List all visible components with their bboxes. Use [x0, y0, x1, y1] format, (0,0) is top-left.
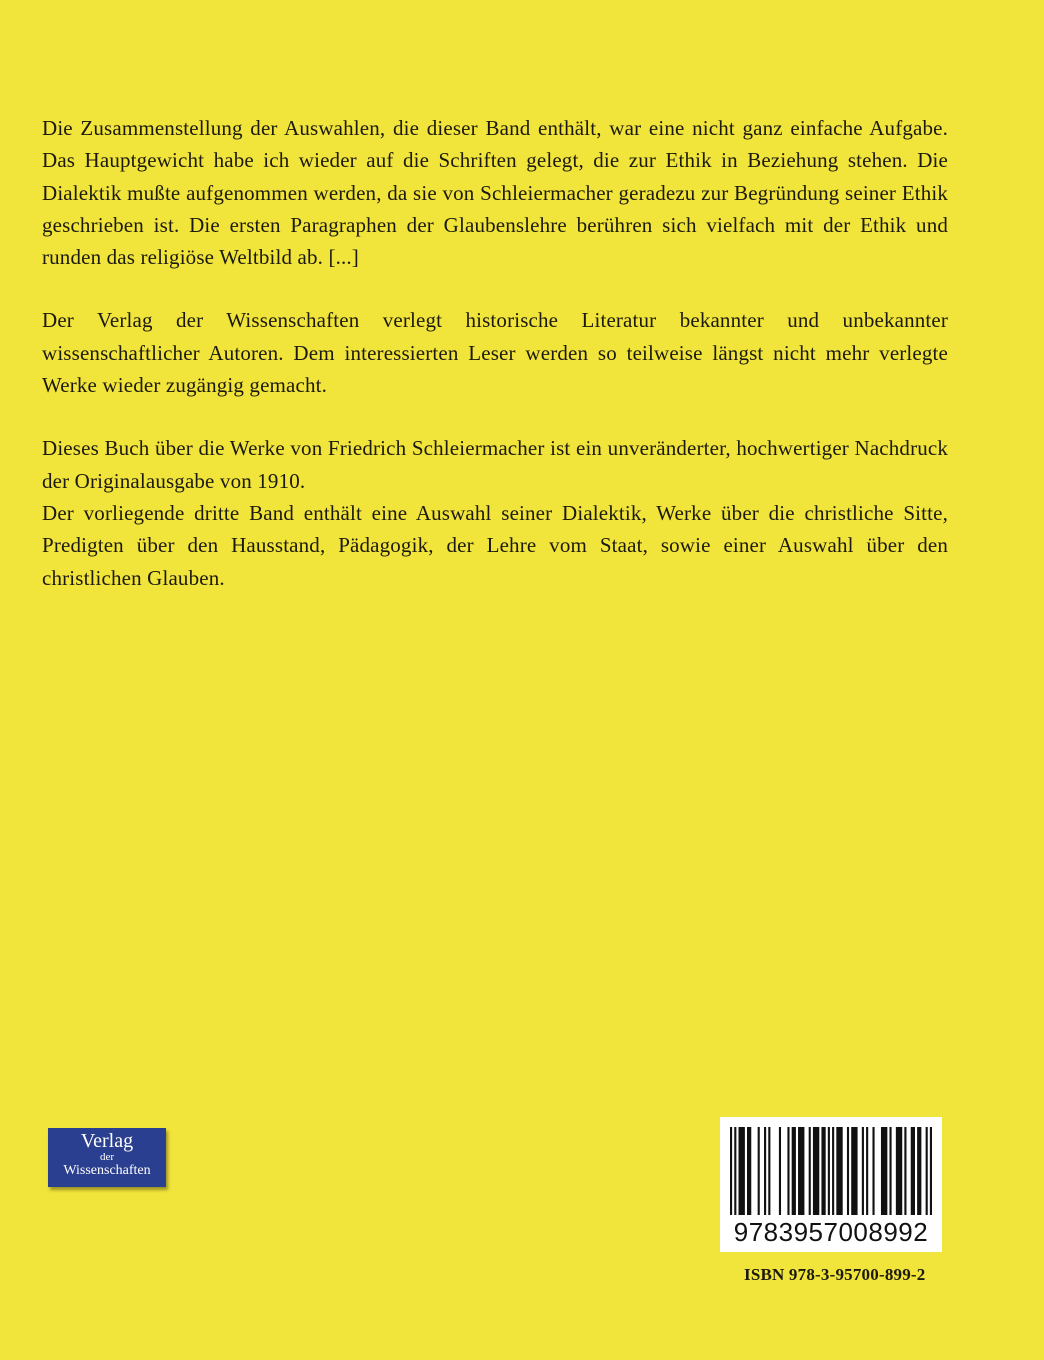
- barcode-bar: [758, 1127, 760, 1215]
- barcode-bar: [798, 1127, 804, 1215]
- barcode-bar: [926, 1127, 928, 1215]
- barcode-bar: [787, 1127, 789, 1215]
- barcode-bar: [821, 1127, 825, 1215]
- blurb-paragraph-2: Der Verlag der Wissenschaften verlegt historische Literatur bekannter und unbekannter wissenschaftlicher Autoren. Dem interessierten Leser werden so teilweise längst nicht mehr verlegte Werke wieder zugängig gemacht.: [42, 308, 948, 398]
- back-cover-blurb: [42, 112, 948, 594]
- barcode-bar: [851, 1127, 857, 1215]
- barcode-bar: [917, 1127, 921, 1215]
- isbn-label: ISBN 978-3-95700-899-2: [744, 1265, 926, 1284]
- barcode-bar: [847, 1127, 849, 1215]
- barcode-bar: [734, 1127, 736, 1215]
- publisher-logo-line-1: Verlag: [80, 1130, 134, 1152]
- barcode-bar: [866, 1127, 868, 1215]
- barcode-bar: [792, 1127, 796, 1215]
- barcode-bar: [813, 1127, 819, 1215]
- blurb-paragraph-4: Der vorliegende dritte Band enthält eine Auswahl seiner Dialektik, Werke über die christliche Sitte, Predigten über den Hausstand, Pädagogik, der Lehre vom Staat, sowie einer Auswahl über den christlichen Glauben.: [42, 500, 948, 590]
- barcode-bar: [730, 1127, 732, 1215]
- barcode-bar: [836, 1127, 842, 1215]
- barcode-bar: [904, 1127, 906, 1215]
- publisher-logo-line-2: der: [99, 1151, 115, 1163]
- isbn-barcode: [720, 1117, 942, 1252]
- publisher-logo-line-3: Wissenschaften: [63, 1163, 151, 1178]
- barcode-bars: [730, 1127, 932, 1215]
- barcode-bar: [889, 1127, 891, 1215]
- barcode-bar: [828, 1127, 830, 1215]
- barcode-bar: [872, 1127, 874, 1215]
- barcode-bar: [862, 1127, 864, 1215]
- barcode-bar: [832, 1127, 834, 1215]
- barcode-bar: [911, 1127, 915, 1215]
- barcode-bar: [896, 1127, 902, 1215]
- barcode-bar: [779, 1127, 781, 1215]
- barcode-bar: [764, 1127, 766, 1215]
- blurb-paragraph-1: Die Zusammenstellung der Auswahlen, die dieser Band enthält, war eine nicht ganz einfache Aufgabe. Das Hauptgewicht habe ich wieder auf die Schriften gelegt, die zur Ethik in Beziehung stehen. Die Dialektik mußte aufgenommen werden, da sie von Schleiermacher geradezu zur Begründung seiner Ethik geschrieben ist. Die ersten Paragraphen der Glaubenslehre berühren sich vielfach mit der Ethik und runden das religiöse Weltbild ab. [...]: [42, 116, 948, 270]
- barcode-bar: [747, 1127, 751, 1215]
- barcode-bar: [809, 1127, 811, 1215]
- barcode-bar: [768, 1127, 770, 1215]
- blurb-paragraph-3: Dieses Buch über die Werke von Friedrich Schleiermacher ist ein unveränderter, hochwertiger Nachdruck der Originalausgabe von 1910.: [42, 436, 948, 493]
- barcode-bar: [739, 1127, 745, 1215]
- barcode-bar: [881, 1127, 887, 1215]
- publisher-logo: [48, 1128, 166, 1187]
- barcode-digits: 9783957008992: [733, 1217, 929, 1247]
- barcode-bar: [930, 1127, 932, 1215]
